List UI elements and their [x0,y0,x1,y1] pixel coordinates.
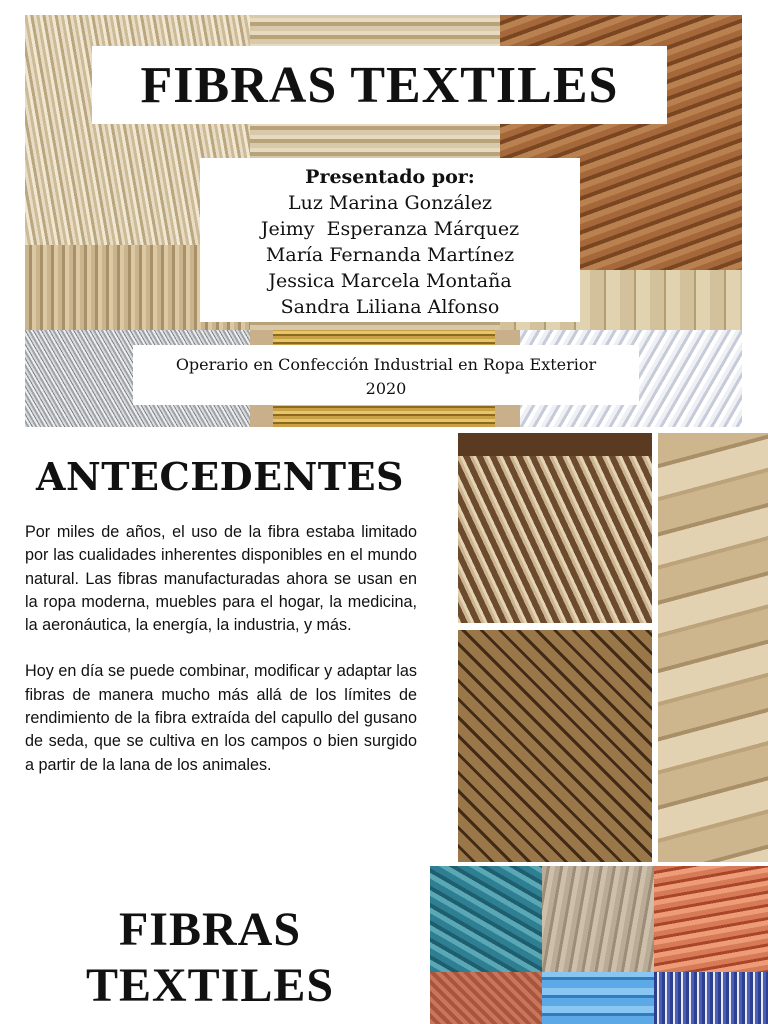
presenter-name: Jeimy Esperanza Márquez [260,218,520,240]
presenters-box [200,158,580,322]
antecedentes-paragraph: Hoy en día se puede combinar, modificar y adaptar las fibras de manera mucho más allá de los límites de rendimiento de la fibra extraída del capullo del gusano de seda, que se cultiva en los campos o bien surgido a partir de la lana de los animales. [25,662,417,774]
orange-pleated-fabric-image [654,866,768,972]
jute-strips-image [658,433,768,862]
presented-by-label: Presentado por: [305,166,475,188]
terracotta-fabric-image [430,972,542,1024]
course-box [133,345,639,405]
striped-fabric-image [654,972,768,1024]
blue-yarn-image [542,972,654,1024]
page-title: FIBRAS TEXTILES [140,56,619,114]
title-box [92,46,667,124]
basket-weave-image [458,630,652,862]
presenter-name: Sandra Liliana Alfonso [280,296,500,318]
teal-fabric-image [430,866,542,972]
antecedentes-heading: ANTECEDENTES [35,454,404,499]
presenter-name: María Fernanda Martínez [265,244,515,266]
antecedentes-paragraph: Por miles de años, el uso de la fibra estaba limitado por las cualidades inherentes disponibles en el mundo natural. Las fibras manufacturadas ahora se usan en la ropa moderna, muebles para el hogar, la medicina, la aeronáutica, la energía, la industria, y más. [25,523,417,635]
fibras-heading-line2: TEXTILES [85,959,335,1012]
presenter-name: Jessica Marcela Montaña [268,270,512,292]
loom-threads-image [458,433,652,623]
course-year: 2020 [365,379,407,398]
course-name: Operario en Confección Industrial en Ropa Exterior [175,355,597,374]
antecedentes-body [25,521,417,777]
linen-fabric-image [542,866,654,972]
presenter-name: Luz Marina González [288,192,492,214]
fibras-heading [50,902,370,1014]
cover-collage [25,15,742,427]
fibras-heading-line1: FIBRAS [118,903,302,956]
